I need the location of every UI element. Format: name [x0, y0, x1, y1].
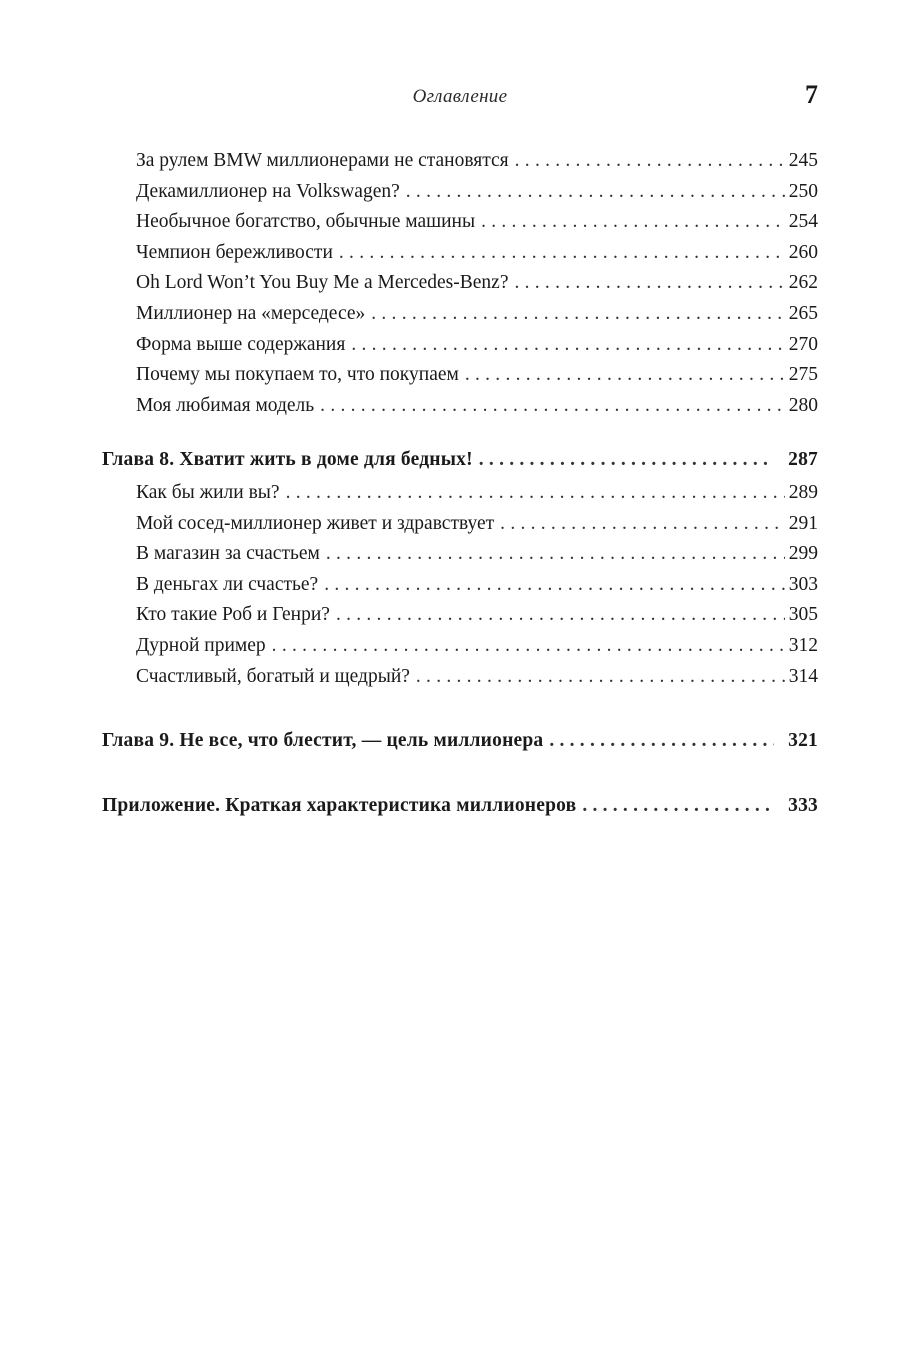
dot-leader — [320, 391, 785, 422]
toc-entry-page: 262 — [788, 272, 818, 294]
toc-entry-page: 280 — [788, 394, 818, 416]
toc-entry-page: 254 — [788, 211, 818, 233]
chapter-title: Глава 8. Хватит жить в доме для бедных! — [102, 449, 473, 471]
toc-entry-title: За рулем BMW миллионерами не становятся — [136, 150, 509, 171]
dot-leader — [351, 330, 784, 361]
toc-entry-title: Форма выше содержания — [136, 333, 346, 355]
toc-entry[interactable] — [102, 631, 818, 662]
dot-leader — [326, 539, 785, 570]
dot-leader — [406, 177, 785, 208]
dot-leader — [479, 445, 774, 476]
toc-entry-title: Дурной пример — [136, 634, 266, 656]
toc-entry[interactable] — [102, 570, 818, 601]
toc-entry[interactable] — [102, 268, 818, 299]
toc-entry-page: 291 — [788, 512, 818, 534]
toc-entry[interactable] — [102, 360, 818, 391]
dot-leader — [339, 238, 785, 269]
dot-leader — [481, 207, 785, 238]
toc-entry-page: 314 — [788, 665, 818, 687]
dot-leader — [465, 360, 785, 391]
dot-leader — [272, 631, 785, 662]
toc-entry-page: 250 — [788, 180, 818, 202]
toc-entry-title: Моя любимая модель — [136, 394, 315, 416]
toc-entry-page: 245 — [788, 150, 818, 171]
toc-entry-title: Чемпион бережливости — [136, 241, 333, 263]
dot-leader — [416, 662, 785, 693]
appendix-title: Приложение. Краткая характеристика миллионеров — [102, 794, 577, 816]
toc-entry-page: 312 — [788, 634, 818, 656]
toc-entry-title: В магазин за счастьем — [136, 543, 320, 565]
toc-entry[interactable] — [102, 207, 818, 238]
toc-entry-title: Почему мы покупаем то, что покупаем — [136, 364, 459, 386]
dot-leader — [286, 478, 785, 509]
dot-leader — [515, 146, 785, 177]
toc-entry[interactable] — [102, 539, 818, 570]
appendix-page: 333 — [788, 794, 818, 816]
toc-entry-title: Кто такие Роб и Генри? — [136, 604, 330, 626]
toc-entry-page: 275 — [788, 364, 818, 386]
toc-entry[interactable] — [102, 509, 818, 540]
dot-leader — [514, 268, 784, 299]
toc-entry-title: Декамиллионер на Volkswagen? — [136, 180, 400, 202]
dot-leader — [371, 299, 785, 330]
toc-entry-page: 305 — [788, 604, 818, 626]
toc-entry[interactable] — [102, 662, 818, 693]
toc-entry[interactable] — [102, 391, 818, 422]
toc-appendix[interactable] — [102, 791, 818, 822]
toc-entry-title: Счастливый, богатый и щедрый? — [136, 665, 410, 687]
spacer — [102, 692, 818, 726]
toc-entry-page: 270 — [788, 333, 818, 355]
toc-entry-page: 299 — [788, 543, 818, 565]
toc-entry[interactable] — [102, 478, 818, 509]
toc-entry-title: Oh Lord Won’t You Buy Me a Mercedes-Benz? — [136, 272, 509, 294]
running-header — [102, 80, 818, 114]
toc-chapter-8[interactable] — [102, 445, 818, 476]
toc-entry-title: В деньгах ли счастье? — [136, 573, 319, 595]
chapter-title: Глава 9. Не все, что блестит, — цель миллионера — [102, 730, 544, 752]
spacer — [102, 421, 818, 445]
page-number: 7 — [805, 80, 818, 109]
toc-entry[interactable] — [102, 146, 818, 177]
toc-section-group — [102, 478, 818, 692]
spacer — [102, 757, 818, 791]
toc-entry-page: 289 — [788, 481, 818, 503]
chapter-page: 321 — [788, 730, 818, 752]
toc-entry-title: Мой сосед-миллионер живет и здравствует — [136, 512, 495, 534]
toc-entry[interactable] — [102, 330, 818, 361]
toc-section-group — [102, 146, 818, 421]
toc-entry-page: 303 — [788, 573, 818, 595]
toc-entry[interactable] — [102, 600, 818, 631]
dot-leader — [582, 791, 774, 822]
toc-entry-page: 260 — [788, 241, 818, 263]
toc-entry-title: Как бы жили вы? — [136, 481, 280, 503]
toc-entry[interactable] — [102, 238, 818, 269]
toc-entry-title: Необычное богатство, обычные машины — [136, 211, 476, 233]
toc-entry-page: 265 — [788, 302, 818, 324]
dot-leader — [324, 570, 785, 601]
table-of-contents — [102, 146, 818, 821]
toc-chapter-9[interactable] — [102, 726, 818, 757]
dot-leader — [500, 509, 785, 540]
running-title: Оглавление — [412, 86, 508, 107]
toc-entry[interactable] — [102, 299, 818, 330]
toc-entry-title: Миллионер на «мерседесе» — [136, 302, 366, 324]
chapter-page: 287 — [788, 449, 818, 471]
toc-entry[interactable] — [102, 177, 818, 208]
dot-leader — [549, 726, 774, 757]
dot-leader — [336, 600, 785, 631]
